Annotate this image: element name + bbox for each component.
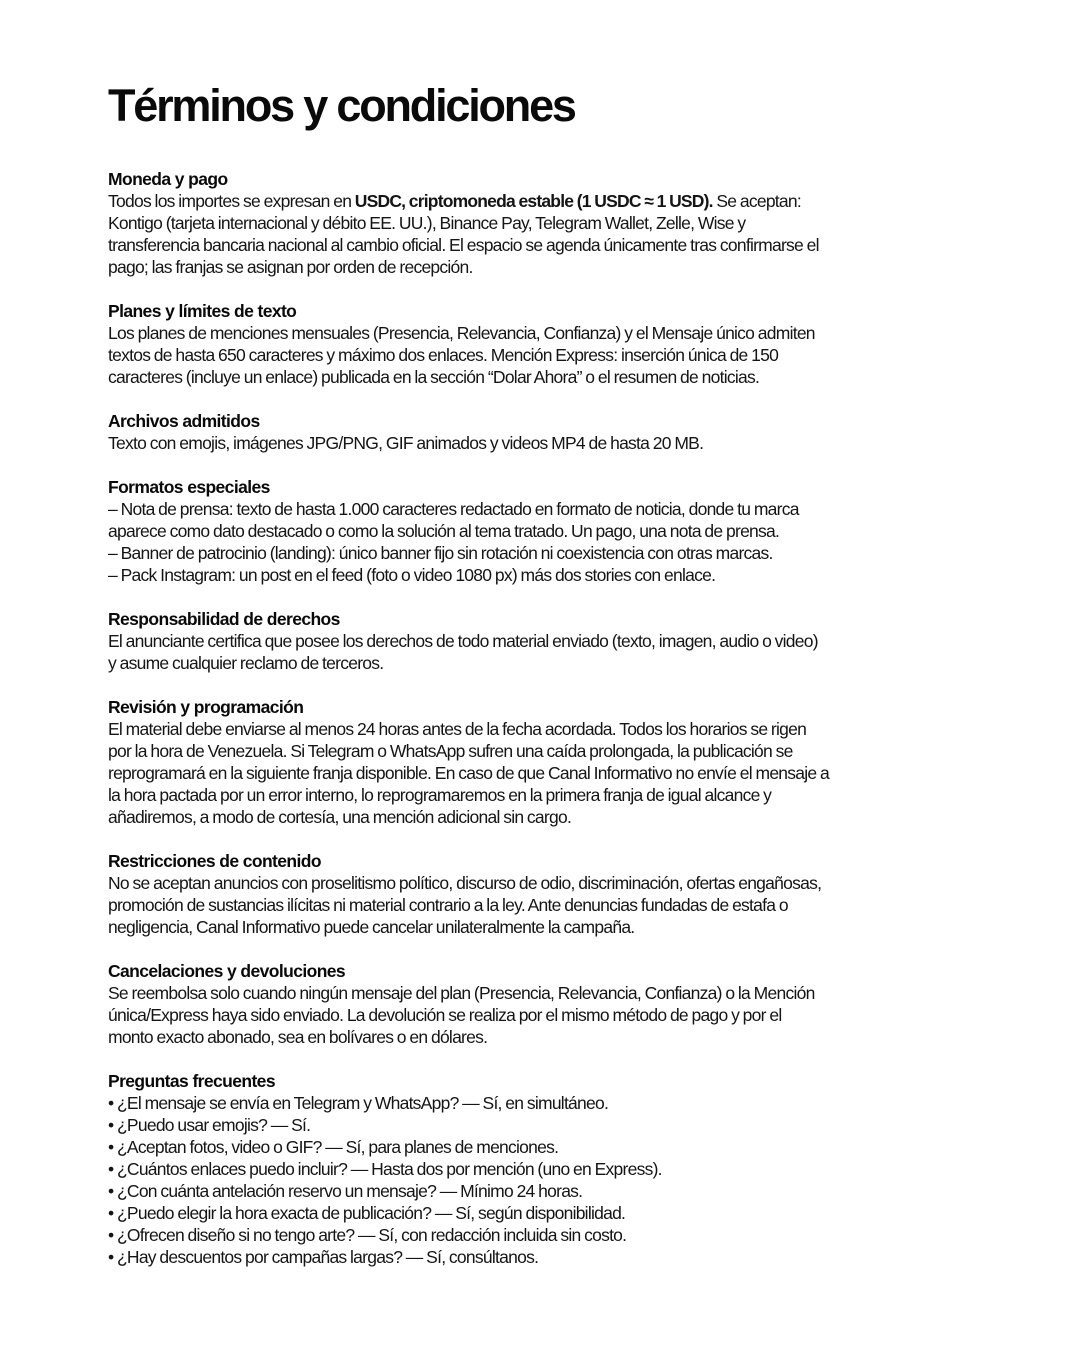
page-title: Términos y condiciones [108,80,575,131]
section-heading: Formatos especiales [108,477,270,497]
faq-item: • ¿Puedo elegir la hora exacta de publicación? — Sí, según disponibilidad. [108,1203,626,1223]
faq-item: • ¿Aceptan fotos, video o GIF? — Sí, para planes de menciones. [108,1137,559,1157]
paragraph-line: No se aceptan anuncios con proselitismo político, discurso de odio, discriminación, ofertas engañosas, [108,873,822,893]
paragraph-line: textos de hasta 650 caracteres y máximo dos enlaces. Mención Express: inserción única de 150 [108,345,779,365]
paragraph-line: – Pack Instagram: un post en el feed (foto o video 1080 px) más dos stories con enlace. [108,565,716,585]
paragraph-line: Los planes de menciones mensuales (Presencia, Relevancia, Confianza) y el Mensaje único admiten [108,323,815,343]
faq-item: • ¿Ofrecen diseño si no tengo arte? — Sí, con redacción incluida sin costo. [108,1225,627,1245]
section-responsabilidad [108,608,988,674]
paragraph-line: aparece como dato destacado o como la solución al tema tratado. Un pago, una nota de prensa. [108,521,780,541]
section-heading: Archivos admitidos [108,411,260,431]
section-heading: Planes y límites de texto [108,301,297,321]
section-heading: Preguntas frecuentes [108,1071,275,1091]
paragraph-line: monto exacto abonado, sea en bolívares o en dólares. [108,1027,488,1047]
section-heading: Revisión y programación [108,697,304,717]
faq-item: • ¿El mensaje se envía en Telegram y WhatsApp? — Sí, en simultáneo. [108,1093,609,1113]
paragraph-line: Kontigo (tarjeta internacional y débito EE. UU.), Binance Pay, Telegram Wallet, Zelle, Wise y [108,213,746,233]
section-heading: Restricciones de contenido [108,851,321,871]
faq-item: • ¿Con cuánta antelación reservo un mensaje? — Mínimo 24 horas. [108,1181,583,1201]
paragraph-line: – Banner de patrocinio (landing): único banner fijo sin rotación ni coexistencia con otras marcas. [108,543,773,563]
faq-item: • ¿Cuántos enlaces puedo incluir? — Hasta dos por mención (uno en Express). [108,1159,662,1179]
section-planes-y-limites [108,300,988,388]
paragraph-line [108,190,988,212]
section-restricciones [108,850,988,938]
section-revision-y-programacion [108,696,988,828]
line-text: Todos los importes se expresan en [108,191,355,211]
paragraph-line: transferencia bancaria nacional al cambio oficial. El espacio se agenda únicamente tras confirmarse el [108,235,819,255]
paragraph-line: negligencia, Canal Informativo puede cancelar unilateralmente la campaña. [108,917,635,937]
paragraph-line: Texto con emojis, imágenes JPG/PNG, GIF animados y videos MP4 de hasta 20 MB. [108,433,704,453]
section-formatos-especiales [108,476,988,586]
section-moneda-y-pago [108,168,988,278]
section-cancelaciones [108,960,988,1048]
paragraph-line: por la hora de Venezuela. Si Telegram o WhatsApp sufren una caída prolongada, la publicación se [108,741,793,761]
paragraph-line: y asume cualquier reclamo de terceros. [108,653,384,673]
paragraph-line: la hora pactada por un error interno, lo reprogramaremos en la primera franja de igual alcance y [108,785,772,805]
section-heading: Moneda y pago [108,169,228,189]
section-heading: Responsabilidad de derechos [108,609,340,629]
section-heading: Cancelaciones y devoluciones [108,961,346,981]
terms-sections [108,168,988,1268]
paragraph-line: Se reembolsa solo cuando ningún mensaje del plan (Presencia, Relevancia, Confianza) o la Mención [108,983,815,1003]
section-preguntas-frecuentes [108,1070,988,1268]
paragraph-line: reprogramará en la siguiente franja disponible. En caso de que Canal Informativo no envíe el mensaje a [108,763,829,783]
line-text: Se aceptan: [712,191,801,211]
paragraph-line: – Nota de prensa: texto de hasta 1.000 caracteres redactado en formato de noticia, donde tu marca [108,499,799,519]
terms-document [108,80,988,1290]
faq-item: • ¿Hay descuentos por campañas largas? — Sí, consúltanos. [108,1247,539,1267]
paragraph-line: pago; las franjas se asignan por orden de recepción. [108,257,473,277]
paragraph-line: única/Express haya sido enviado. La devolución se realiza por el mismo método de pago y por el [108,1005,782,1025]
paragraph-line: promoción de sustancias ilícitas ni material contrario a la ley. Ante denuncias fundadas de estafa o [108,895,788,915]
paragraph-line: El material debe enviarse al menos 24 horas antes de la fecha acordada. Todos los horarios se rigen [108,719,807,739]
paragraph-line: caracteres (incluye un enlace) publicada en la sección “Dolar Ahora” o el resumen de noticias. [108,367,760,387]
paragraph-line: añadiremos, a modo de cortesía, una mención adicional sin cargo. [108,807,572,827]
paragraph-line: El anunciante certifica que posee los derechos de todo material enviado (texto, imagen, audio o video) [108,631,818,651]
faq-item: • ¿Puedo usar emojis? — Sí. [108,1115,311,1135]
highlight-text: USDC, criptomoneda estable (1 USDC ≈ 1 USD). [354,191,713,211]
section-archivos-admitidos [108,410,988,454]
